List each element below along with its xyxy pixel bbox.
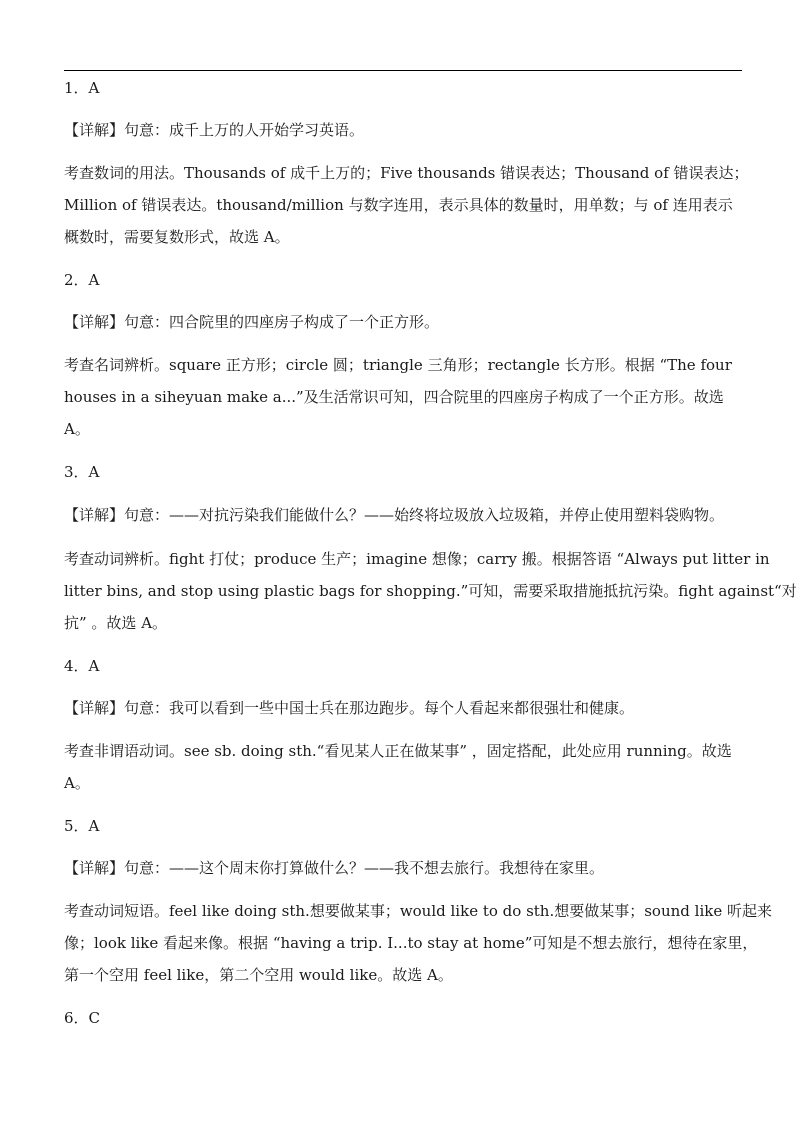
top-divider xyxy=(64,70,742,71)
analysis-paragraph xyxy=(64,543,797,639)
analysis-line: 抗” 。故选 A。 xyxy=(64,614,168,632)
analysis-line: 考查动词短语。feel like doing sth.想要做某事；would like to do sth.想要做某事；sound like 听起来 xyxy=(64,902,772,920)
detail-translation: 【详解】句意：我可以看到一些中国士兵在那边跑步。每个人看起来都很强壮和健康。 xyxy=(64,699,635,717)
analysis-line: A。 xyxy=(64,420,90,438)
answer-item-3 xyxy=(64,457,797,639)
detail-translation: 【详解】句意：成千上万的人开始学习英语。 xyxy=(64,121,365,139)
answer-number: 5．A xyxy=(64,817,100,835)
analysis-paragraph xyxy=(64,895,772,991)
detail-translation xyxy=(64,499,742,531)
analysis-line: 像；look like 看起来像。根据 “having a trip. I...to stay at home”可知是不想去旅行，想待在家里， xyxy=(64,934,758,952)
detail-line xyxy=(64,499,742,531)
analysis-line: 考查数词的用法。Thousands of 成千上万的；Five thousands 错误表达；Thousand of 错误表达； xyxy=(64,164,749,182)
answer-item-4 xyxy=(64,651,742,799)
detail-translation: 【详解】句意：——这个周末你打算做什么？——我不想去旅行。我想待在家里。 xyxy=(64,859,605,877)
analysis-line: A。 xyxy=(64,774,90,792)
detail-translation: 【详解】句意：四合院里的四座房子构成了一个正方形。 xyxy=(64,313,440,331)
analysis-line: houses in a siheyuan make a...”及生活常识可知，四合院里的四座房子构成了一个正方形。故选 xyxy=(64,388,724,406)
answer-number: 1．A xyxy=(64,79,100,97)
analysis-line: 概数时，需要复数形式，故选 A。 xyxy=(64,228,290,246)
answer-item-6 xyxy=(64,1003,742,1033)
analysis-line: 考查名词辨析。square 正方形；circle 圆；triangle 三角形；rectangle 长方形。根据 “The four xyxy=(64,356,732,374)
answer-number: 6．C xyxy=(64,1009,101,1027)
analysis-line: litter bins, and stop using plastic bags for shopping.”可知，需要采取措施抵抗污染。fight against“对 xyxy=(64,582,797,600)
analysis-paragraph xyxy=(64,157,749,253)
analysis-line: 考查动词辨析。fight 打仗；produce 生产；imagine 想像；carry 搬。根据答语 “Always put litter in xyxy=(64,550,770,568)
answer-item-5 xyxy=(64,811,772,991)
analysis-line: 考查非谓语动词。see sb. doing sth.“看见某人正在做某事” ，固定搭配，此处应用 running。故选 xyxy=(64,742,732,760)
answer-item-2 xyxy=(64,265,742,445)
analysis-line: Million of 错误表达。thousand/million 与数字连用，表示具体的数量时，用单数；与 of 连用表示 xyxy=(64,196,733,214)
analysis-paragraph xyxy=(64,349,742,445)
answer-item-1 xyxy=(64,73,749,253)
analysis-paragraph xyxy=(64,735,742,799)
analysis-line: 第一个空用 feel like，第二个空用 would like。故选 A。 xyxy=(64,966,453,984)
answer-explanations xyxy=(64,73,797,1045)
answer-number: 2．A xyxy=(64,271,100,289)
answer-number: 4．A xyxy=(64,657,100,675)
answer-number: 3．A xyxy=(64,463,100,481)
detail-text: 【详解】句意：——对抗污染我们能做什么？——始终将垃圾放入垃圾箱，并停止使用塑料袋购物。 xyxy=(64,506,725,524)
